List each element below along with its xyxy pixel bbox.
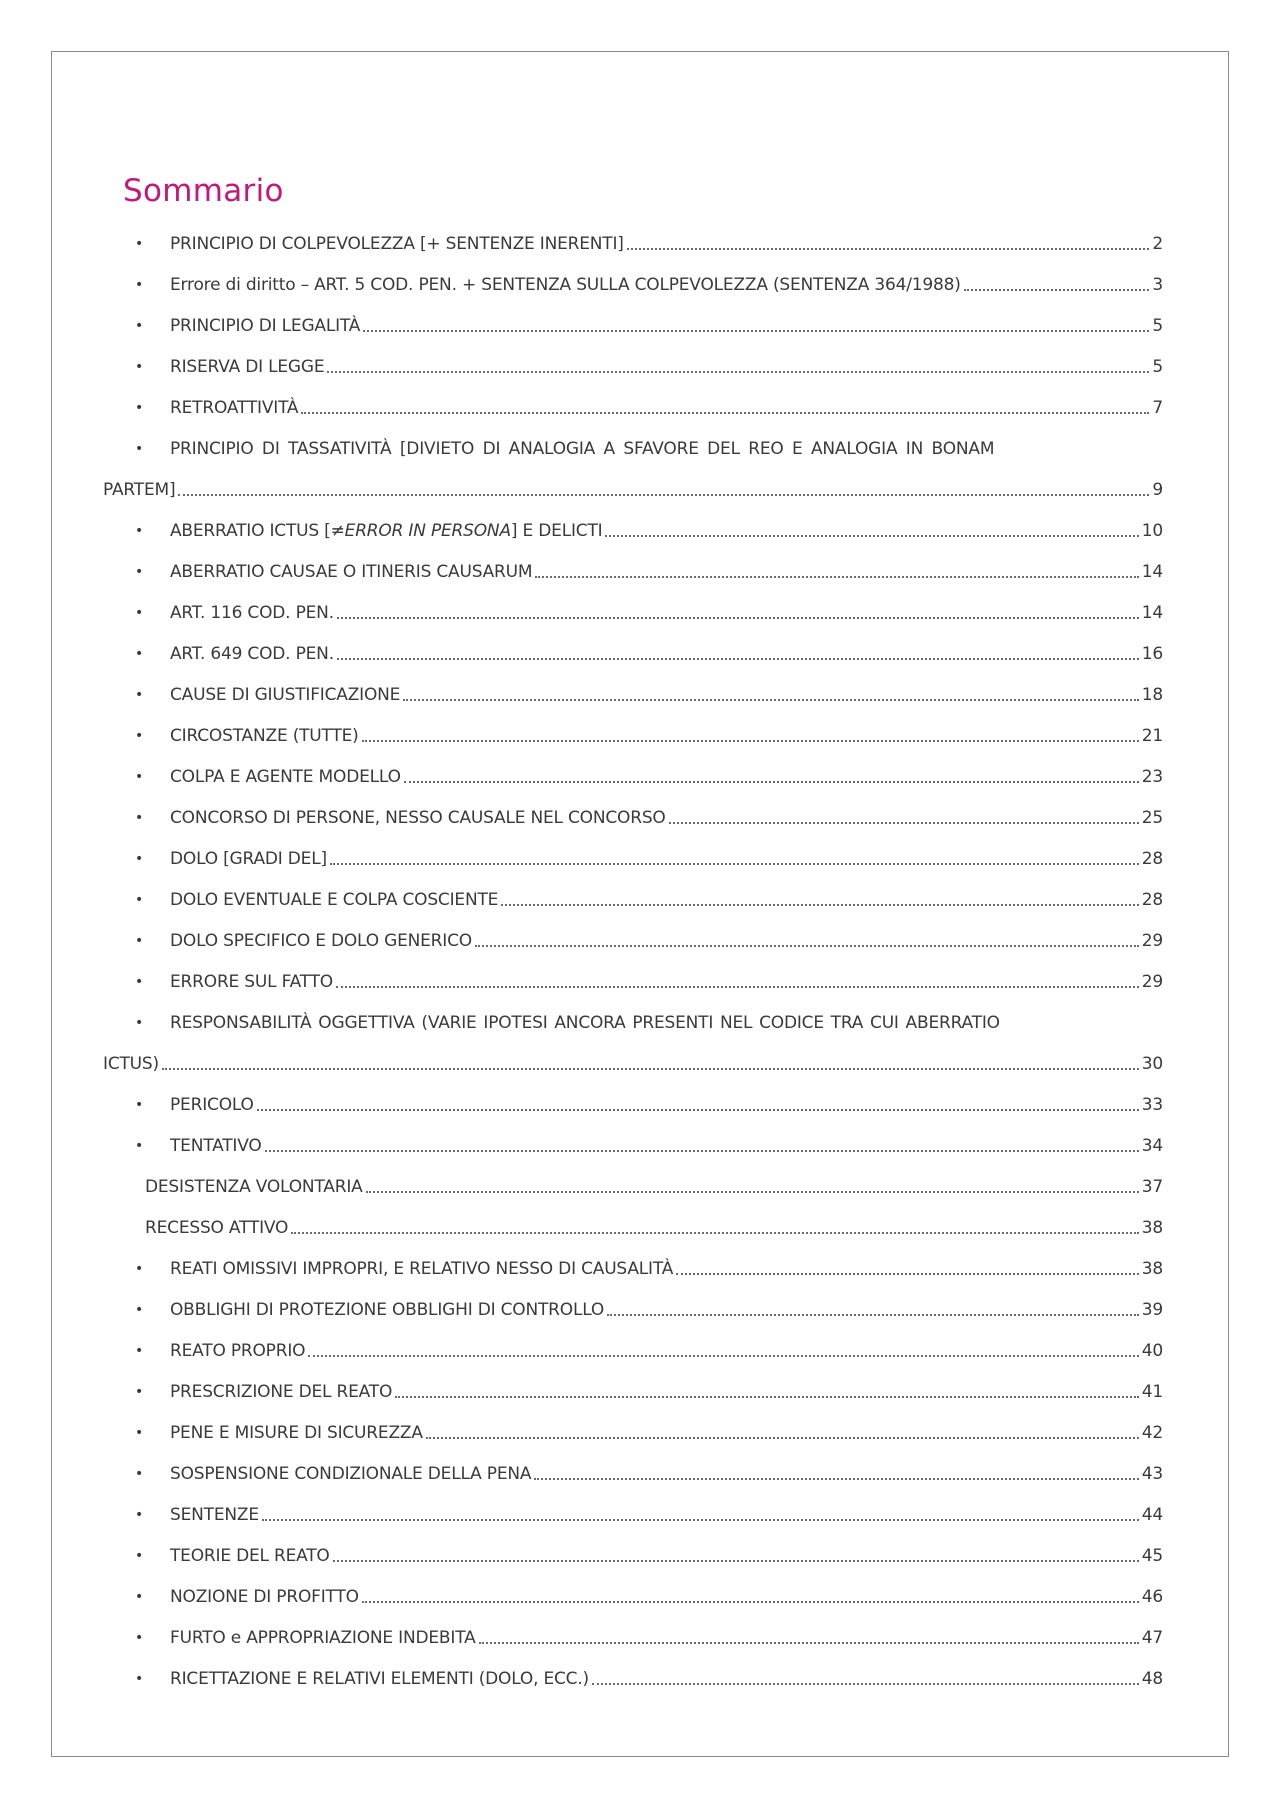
- dot-leader: [535, 562, 1138, 582]
- toc-entry-retroattivita[interactable]: [123, 398, 1163, 418]
- dot-leader: [669, 808, 1139, 828]
- toc-entry-reati-omissivi[interactable]: [123, 1259, 1163, 1279]
- dot-leader: [403, 685, 1139, 705]
- dot-leader: [404, 767, 1139, 787]
- dot-leader: [257, 1095, 1139, 1115]
- toc-entry-page: 23: [1141, 767, 1163, 787]
- toc-entry-art-116[interactable]: [123, 603, 1163, 623]
- toc-entry-page: 47: [1141, 1628, 1163, 1648]
- bullet-icon: •: [135, 851, 144, 867]
- toc-entry-label: REATO PROPRIO: [170, 1341, 306, 1361]
- dot-leader: [479, 1628, 1139, 1648]
- toc-entry-page: 38: [1141, 1259, 1163, 1279]
- toc-title: Sommario: [123, 173, 284, 209]
- bullet-icon: •: [135, 646, 144, 662]
- toc-entry-label: RETROATTIVITÀ: [170, 398, 299, 418]
- toc-entry-aberratio-causae[interactable]: [123, 562, 1163, 582]
- toc-entry-page: 9: [1152, 480, 1163, 500]
- bullet-icon: •: [135, 318, 144, 334]
- toc-entry-pericolo[interactable]: [123, 1095, 1163, 1115]
- toc-entry-pene-misure[interactable]: [123, 1423, 1163, 1443]
- bullet-icon: •: [135, 1343, 144, 1359]
- toc-entry-label: RECESSO ATTIVO: [145, 1218, 289, 1238]
- toc-entry-page: 5: [1152, 357, 1163, 377]
- toc-entry-page: 38: [1141, 1218, 1163, 1238]
- toc-subentry-recesso-attivo[interactable]: [123, 1218, 1163, 1238]
- bullet-icon: •: [135, 1384, 144, 1400]
- bullet-icon: •: [135, 564, 144, 580]
- toc-entry-label: ABERRATIO CAUSAE O ITINERIS CAUSARUM: [170, 562, 533, 582]
- toc-entry-page: 45: [1141, 1546, 1163, 1566]
- toc-entry-cause-giustificazione[interactable]: [123, 685, 1163, 705]
- toc-entry-label: RISERVA DI LEGGE: [170, 357, 325, 377]
- dot-leader: [327, 357, 1149, 377]
- toc-entry-reato-proprio[interactable]: [123, 1341, 1163, 1361]
- bullet-icon: •: [135, 359, 144, 375]
- dot-leader: [607, 1300, 1139, 1320]
- dot-leader: [366, 1177, 1139, 1197]
- toc-entry-label: ART. 116 COD. PEN.: [170, 603, 334, 623]
- dot-leader: [627, 234, 1150, 254]
- label-part: ] E DELICTI: [510, 521, 603, 541]
- toc-entry-label: PERICOLO: [170, 1095, 254, 1115]
- dot-leader: [362, 726, 1139, 746]
- bullet-icon: •: [135, 1630, 144, 1646]
- toc-entry-page: 21: [1141, 726, 1163, 746]
- dot-leader: [301, 398, 1149, 418]
- dot-leader: [592, 1669, 1139, 1689]
- toc-entry-page: 16: [1141, 644, 1163, 664]
- label-italic-part: ERROR IN PERSONA: [344, 521, 511, 541]
- toc-entry-label-line1: RESPONSABILITÀ OGGETTIVA (VARIE IPOTESI ANCORA PRESENTI NEL CODICE TRA CUI ABERRATIO: [170, 1013, 1000, 1033]
- bullet-icon: •: [135, 1466, 144, 1482]
- toc-subentry-desistenza-volontaria[interactable]: [123, 1177, 1163, 1197]
- dot-leader: [330, 849, 1139, 869]
- toc-entry-dolo-specifico[interactable]: [123, 931, 1163, 951]
- toc-entry-page: 43: [1141, 1464, 1163, 1484]
- toc-entry-label: NOZIONE DI PROFITTO: [170, 1587, 359, 1607]
- bullet-icon: •: [135, 1425, 144, 1441]
- toc-entry-label: Errore di diritto – ART. 5 COD. PEN. + SENTENZA SULLA COLPEVOLEZZA (SENTENZA 364/1988): [170, 275, 961, 295]
- bullet-icon: •: [135, 810, 144, 826]
- toc-entry-errore-di-diritto[interactable]: [123, 275, 1163, 295]
- bullet-icon: •: [135, 1548, 144, 1564]
- bullet-icon: •: [135, 892, 144, 908]
- table-of-contents: [103, 234, 1163, 1710]
- toc-entry-label: TENTATIVO: [170, 1136, 262, 1156]
- toc-entry-page: 46: [1141, 1587, 1163, 1607]
- dot-leader: [362, 1587, 1139, 1607]
- dot-leader: [395, 1382, 1139, 1402]
- toc-entry-circostanze[interactable]: [123, 726, 1163, 746]
- dot-leader: [337, 644, 1139, 664]
- toc-entry-page: 33: [1141, 1095, 1163, 1115]
- toc-entry-tassativita[interactable]: [103, 439, 1163, 500]
- toc-entry-aberratio-ictus[interactable]: [123, 521, 1163, 541]
- toc-entry-nozione-profitto[interactable]: [123, 1587, 1163, 1607]
- toc-entry-dolo-gradi[interactable]: [123, 849, 1163, 869]
- toc-entry-label: DESISTENZA VOLONTARIA: [145, 1177, 363, 1197]
- toc-entry-page: 30: [1141, 1054, 1163, 1074]
- dot-leader: [964, 275, 1150, 295]
- toc-entry-page: 28: [1141, 849, 1163, 869]
- bullet-icon: •: [135, 728, 144, 744]
- toc-entry-page: 25: [1141, 808, 1163, 828]
- bullet-icon: •: [135, 1138, 144, 1154]
- toc-entry-page: 10: [1141, 521, 1163, 541]
- bullet-icon: •: [135, 769, 144, 785]
- bullet-icon: •: [135, 1097, 144, 1113]
- toc-entry-label: ART. 649 COD. PEN.: [170, 644, 334, 664]
- bullet-icon: •: [135, 1261, 144, 1277]
- toc-entry-page: 28: [1141, 890, 1163, 910]
- dot-leader: [265, 1136, 1139, 1156]
- toc-entry-furto-appropriazione[interactable]: [123, 1628, 1163, 1648]
- toc-entry-label: PRESCRIZIONE DEL REATO: [170, 1382, 393, 1402]
- toc-entry-label-line2: ICTUS): [103, 1054, 159, 1074]
- toc-entry-page: 39: [1141, 1300, 1163, 1320]
- dot-leader: [426, 1423, 1139, 1443]
- toc-entry-label: DOLO EVENTUALE E COLPA COSCIENTE: [170, 890, 499, 910]
- toc-entry-page: 5: [1152, 316, 1163, 336]
- toc-entry-label: PRINCIPIO DI COLPEVOLEZZA [+ SENTENZE INERENTI]: [170, 234, 624, 254]
- toc-entry-label: [170, 521, 602, 541]
- toc-entry-art-649[interactable]: [123, 644, 1163, 664]
- toc-entry-sospensione-condizionale[interactable]: [123, 1464, 1163, 1484]
- toc-entry-label: DOLO SPECIFICO E DOLO GENERICO: [170, 931, 472, 951]
- toc-entry-sentenze[interactable]: [123, 1505, 1163, 1525]
- toc-entry-label: RICETTAZIONE E RELATIVI ELEMENTI (DOLO, ECC.): [170, 1669, 589, 1689]
- toc-entry-riserva-di-legge[interactable]: [123, 357, 1163, 377]
- toc-entry-page: 18: [1141, 685, 1163, 705]
- dot-leader: [475, 931, 1139, 951]
- dot-leader: [605, 521, 1138, 541]
- toc-entry-page: 41: [1141, 1382, 1163, 1402]
- dot-leader: [336, 972, 1139, 992]
- toc-entry-page: 14: [1141, 562, 1163, 582]
- bullet-icon: •: [135, 277, 144, 293]
- toc-entry-tentativo[interactable]: [123, 1136, 1163, 1156]
- toc-entry-page: 34: [1141, 1136, 1163, 1156]
- toc-entry-label: COLPA E AGENTE MODELLO: [170, 767, 401, 787]
- toc-entry-page: 48: [1141, 1669, 1163, 1689]
- toc-entry-page: 7: [1152, 398, 1163, 418]
- toc-entry-label-line2: PARTEM]: [103, 480, 176, 500]
- toc-entry-label: TEORIE DEL REATO: [170, 1546, 330, 1566]
- toc-entry-errore-sul-fatto[interactable]: [123, 972, 1163, 992]
- bullet-icon: •: [135, 605, 144, 621]
- toc-entry-label: DOLO [GRADI DEL]: [170, 849, 327, 869]
- toc-entry-page: 37: [1141, 1177, 1163, 1197]
- dot-leader: [363, 316, 1149, 336]
- toc-entry-label: CAUSE DI GIUSTIFICAZIONE: [170, 685, 401, 705]
- toc-entry-concorso-persone[interactable]: [123, 808, 1163, 828]
- toc-entry-page: 44: [1141, 1505, 1163, 1525]
- dot-leader: [262, 1505, 1139, 1525]
- bullet-icon: •: [135, 687, 144, 703]
- dot-leader: [291, 1218, 1139, 1238]
- bullet-icon: •: [135, 523, 144, 539]
- dot-leader: [337, 603, 1139, 623]
- toc-entry-page: 42: [1141, 1423, 1163, 1443]
- toc-entry-label: CIRCOSTANZE (TUTTE): [170, 726, 359, 746]
- bullet-icon: •: [135, 1671, 144, 1687]
- bullet-icon: •: [135, 1015, 144, 1031]
- bullet-icon: •: [135, 236, 144, 252]
- bullet-icon: •: [135, 1507, 144, 1523]
- toc-entry-page: 14: [1141, 603, 1163, 623]
- toc-entry-label: SENTENZE: [170, 1505, 259, 1525]
- dot-leader: [162, 1054, 1139, 1074]
- toc-entry-label: PRINCIPIO DI LEGALITÀ: [170, 316, 361, 336]
- toc-entry-teorie-reato[interactable]: [123, 1546, 1163, 1566]
- bullet-icon: •: [135, 1589, 144, 1605]
- dot-leader: [308, 1341, 1138, 1361]
- dot-leader: [333, 1546, 1139, 1566]
- toc-entry-legalita[interactable]: [123, 316, 1163, 336]
- dot-leader: [534, 1464, 1138, 1484]
- toc-entry-page: 3: [1152, 275, 1163, 295]
- bullet-icon: •: [135, 974, 144, 990]
- label-part: ABERRATIO ICTUS [≠: [170, 521, 345, 541]
- toc-entry-page: 40: [1141, 1341, 1163, 1361]
- toc-entry-label: FURTO e APPROPRIAZIONE INDEBITA: [170, 1628, 476, 1648]
- toc-entry-label: SOSPENSIONE CONDIZIONALE DELLA PENA: [170, 1464, 532, 1484]
- toc-entry-label: CONCORSO DI PERSONE, NESSO CAUSALE NEL CONCORSO: [170, 808, 666, 828]
- bullet-icon: •: [135, 1302, 144, 1318]
- toc-entry-dolo-eventuale[interactable]: [123, 890, 1163, 910]
- toc-entry-label: ERRORE SUL FATTO: [170, 972, 333, 992]
- toc-entry-label-line1: PRINCIPIO DI TASSATIVITÀ [DIVIETO DI ANALOGIA A SFAVORE DEL REO E ANALOGIA IN BONAM: [170, 439, 995, 459]
- toc-entry-prescrizione[interactable]: [123, 1382, 1163, 1402]
- toc-entry-page: 2: [1152, 234, 1163, 254]
- toc-entry-obblighi[interactable]: [123, 1300, 1163, 1320]
- toc-entry-page: 29: [1141, 931, 1163, 951]
- bullet-icon: •: [135, 933, 144, 949]
- toc-entry-label: OBBLIGHI DI PROTEZIONE OBBLIGHI DI CONTROLLO: [170, 1300, 605, 1320]
- dot-leader: [178, 480, 1149, 500]
- bullet-icon: •: [135, 441, 144, 457]
- toc-entry-page: 29: [1141, 972, 1163, 992]
- dot-leader: [501, 890, 1139, 910]
- toc-entry-ricettazione[interactable]: [123, 1669, 1163, 1689]
- bullet-icon: •: [135, 400, 144, 416]
- toc-entry-colpevolezza[interactable]: [123, 234, 1163, 254]
- dot-leader: [676, 1259, 1139, 1279]
- toc-entry-label: PENE E MISURE DI SICUREZZA: [170, 1423, 423, 1443]
- toc-entry-responsabilita-oggettiva[interactable]: [103, 1013, 1163, 1074]
- toc-entry-colpa-agente-modello[interactable]: [123, 767, 1163, 787]
- toc-entry-label: REATI OMISSIVI IMPROPRI, E RELATIVO NESSO DI CAUSALITÀ: [170, 1259, 674, 1279]
